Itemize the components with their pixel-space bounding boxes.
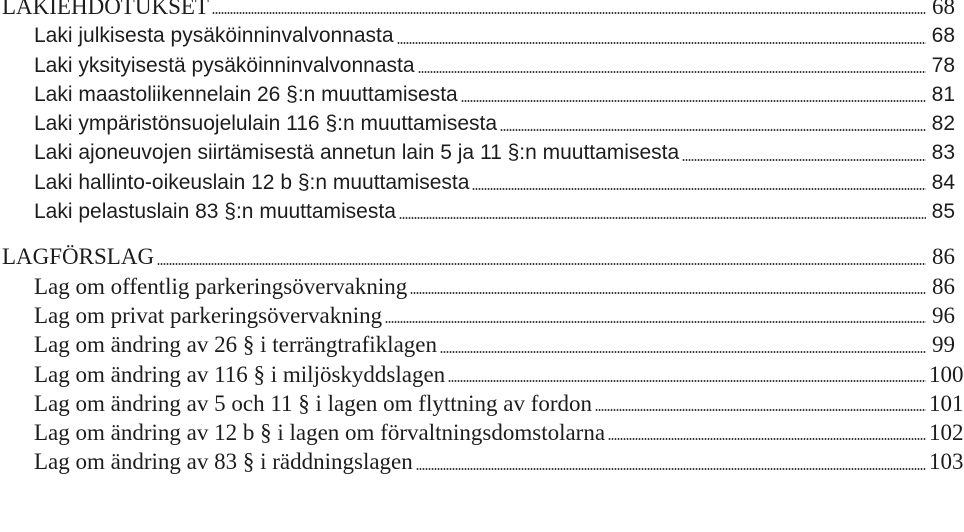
dot-leader xyxy=(608,438,926,440)
toc-page-number: 78 xyxy=(931,53,955,77)
toc-entry-text: Lag om offentlig parkeringsövervakning xyxy=(34,273,408,299)
toc-entry-text: Laki ajoneuvojen siirtämisestä annetun lain 5 ja 11 §:n muuttamisesta xyxy=(34,141,680,165)
toc-page-number: 101 xyxy=(929,390,964,416)
toc-heading-text: LAGFÖRSLAG xyxy=(2,244,155,270)
toc-page-number: 85 xyxy=(931,200,955,224)
toc-heading-text: LAKIEHDOTUKSET xyxy=(2,0,209,19)
toc-entry[interactable] xyxy=(0,138,960,167)
toc-entry[interactable] xyxy=(0,197,960,226)
toc-entry-text: Lag om ändring av 26 § i terrängtrafiklagen xyxy=(34,332,437,358)
toc-entry-text: Lag om ändring av 83 § i räddningslagen xyxy=(34,449,413,475)
toc-entry[interactable] xyxy=(0,168,960,197)
toc-entry-text: Lag om ändring av 5 och 11 § i lagen om flyttning av fordon xyxy=(34,390,593,416)
toc-entry[interactable] xyxy=(0,51,960,80)
toc-entry-text: Laki yksityisestä pysäköinninvalvonnasta xyxy=(34,53,415,77)
dot-leader xyxy=(418,71,926,73)
toc-entry[interactable] xyxy=(0,418,964,447)
toc-entry-text: Laki ympäristönsuojelulain 116 §:n muuttamisesta xyxy=(34,112,498,136)
toc-page-number: 96 xyxy=(932,302,955,328)
toc-entry[interactable] xyxy=(0,109,960,138)
dot-leader xyxy=(416,468,926,470)
toc-entry-text: Laki julkisesta pysäköinninvalvonnasta xyxy=(34,24,394,48)
toc-entry[interactable] xyxy=(0,389,964,418)
toc-page-number: 86 xyxy=(932,273,955,299)
toc-page-number: 68 xyxy=(931,24,955,48)
dot-leader xyxy=(399,217,926,219)
dot-leader xyxy=(448,380,926,382)
toc-page-number: 81 xyxy=(931,82,955,106)
dot-leader xyxy=(397,42,926,44)
dot-leader xyxy=(440,351,926,353)
dot-leader xyxy=(212,12,926,14)
dot-leader xyxy=(157,263,926,265)
dot-leader xyxy=(472,188,926,190)
toc-entry[interactable] xyxy=(0,360,964,389)
toc-page-number: 82 xyxy=(931,112,955,136)
toc-entry-text: Laki hallinto-oikeuslain 12 b §:n muuttamisesta xyxy=(34,170,470,194)
toc-entry[interactable] xyxy=(0,330,960,359)
toc-page-number: 99 xyxy=(932,332,955,358)
toc-page-number: 86 xyxy=(932,244,955,270)
toc-entry-text: Laki maastoliikennelain 26 §:n muuttamisesta xyxy=(34,82,458,106)
toc-heading-lagforslag[interactable] xyxy=(0,242,960,271)
toc-page-number: 102 xyxy=(929,420,964,446)
section-spacer xyxy=(0,226,960,242)
toc-entry-text: Lag om ändring av 116 § i miljöskyddslagen xyxy=(34,361,446,387)
dot-leader xyxy=(461,100,926,102)
toc-entry-text: Laki pelastuslain 83 §:n muuttamisesta xyxy=(34,200,396,224)
toc-page-number: 103 xyxy=(929,449,964,475)
dot-leader xyxy=(410,292,926,294)
toc-page-number: 84 xyxy=(931,170,955,194)
dot-leader xyxy=(595,409,926,411)
toc-page-number: 68 xyxy=(932,0,955,19)
dot-leader xyxy=(682,159,926,161)
dot-leader xyxy=(500,129,926,131)
toc-entry-text: Lag om privat parkeringsövervakning xyxy=(34,302,383,328)
toc-entry[interactable] xyxy=(0,447,964,476)
toc-entry[interactable] xyxy=(0,272,960,301)
toc-entry[interactable] xyxy=(0,80,960,109)
toc-entry[interactable] xyxy=(0,21,960,50)
dot-leader xyxy=(385,321,926,323)
toc-page-number: 100 xyxy=(929,361,964,387)
toc-heading-lakiehdotukset[interactable] xyxy=(0,0,960,21)
toc-page-number: 83 xyxy=(931,141,955,165)
toc-entry[interactable] xyxy=(0,301,960,330)
toc-entry-text: Lag om ändring av 12 b § i lagen om förvaltningsdomstolarna xyxy=(34,420,606,446)
